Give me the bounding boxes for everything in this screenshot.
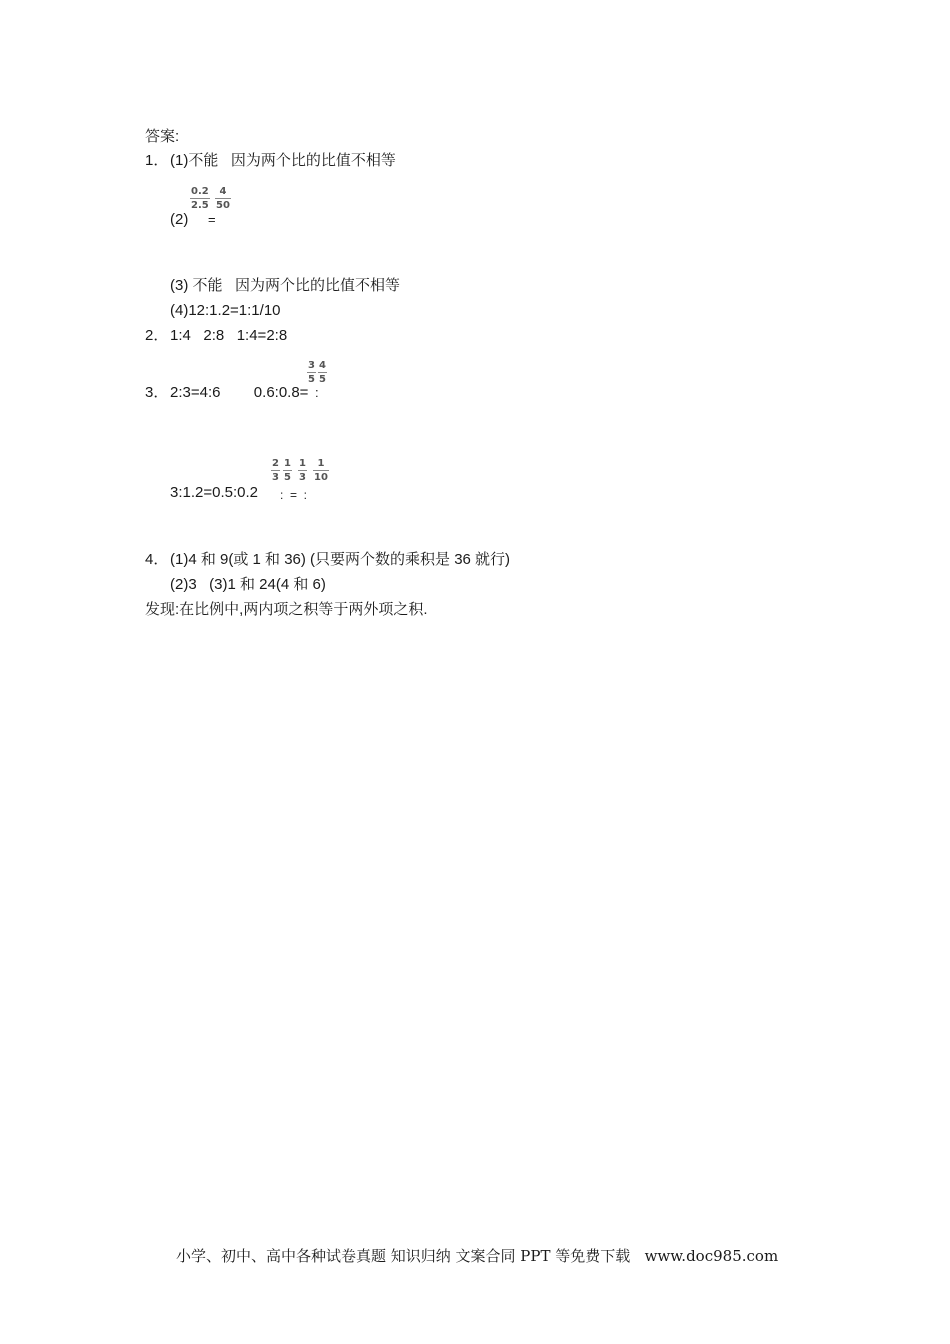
q1-part1: (1)不能 因为两个比的比值不相等	[170, 152, 396, 169]
q4-part2: (2)3 (3)1 和 24(4 和 6)	[170, 576, 326, 593]
fraction-denominator: 5	[308, 374, 315, 385]
fraction-numerator: 4	[319, 360, 326, 371]
q1-part3: (3) 不能 因为两个比的比值不相等	[170, 277, 401, 294]
q2-number: 2．	[145, 327, 169, 344]
fraction-denominator: 50	[216, 200, 230, 211]
fraction-denominator: 3	[299, 472, 306, 483]
q1-part4: (4)12:1.2=1:1/10	[170, 302, 281, 319]
q1-fraction-1	[190, 186, 210, 211]
q3-fraction-e	[298, 458, 307, 483]
fraction-denominator: 10	[314, 472, 328, 483]
q1-number: 1．	[145, 152, 169, 169]
fraction-denominator: 2.5	[191, 200, 209, 211]
page-footer: 小学、初中、高中各种试卷真题 知识归纳 文案合同 PPT 等免费下载 www.doc985.com	[176, 1247, 779, 1265]
fraction-numerator: 4	[219, 186, 227, 197]
fraction-denominator: 5	[284, 472, 291, 483]
fraction-numerator: 3	[308, 360, 315, 371]
q4-part1: (1)4 和 9(或 1 和 36) (只要两个数的乘积是 36 就行)	[170, 551, 511, 568]
q3-text2: 3:1.2=0.5:0.2	[170, 484, 258, 501]
q3-colon: :	[315, 385, 319, 400]
q1-equals: =	[208, 212, 216, 227]
finding-text: 发现:在比例中,两内项之积等于两外项之积.	[145, 601, 428, 618]
q3-number: 3．	[145, 384, 169, 401]
fraction-numerator: 1	[299, 458, 306, 469]
fraction-denominator: 5	[319, 374, 326, 385]
fraction-denominator: 3	[272, 472, 279, 483]
q1-fraction-2	[215, 186, 231, 211]
q1-part2-label: (2)	[170, 211, 189, 228]
q3-text1: 2:3=4:6 0.6:0.8=	[170, 384, 309, 401]
q3-fraction-f	[313, 458, 329, 483]
q2-text: 1:4 2:8 1:4=2:8	[170, 327, 288, 344]
fraction-numerator: 1	[317, 458, 325, 469]
q3-fraction-d	[283, 458, 292, 483]
q3-fraction-c	[271, 458, 280, 483]
answer-heading: 答案:	[145, 128, 180, 145]
fraction-numerator: 0.2	[191, 186, 209, 197]
q3-operators: : = :	[280, 488, 308, 502]
fraction-numerator: 1	[284, 458, 291, 469]
q3-fraction-a	[307, 360, 316, 385]
q4-number: 4．	[145, 551, 169, 568]
q3-fraction-b	[318, 360, 327, 385]
fraction-numerator: 2	[272, 458, 279, 469]
